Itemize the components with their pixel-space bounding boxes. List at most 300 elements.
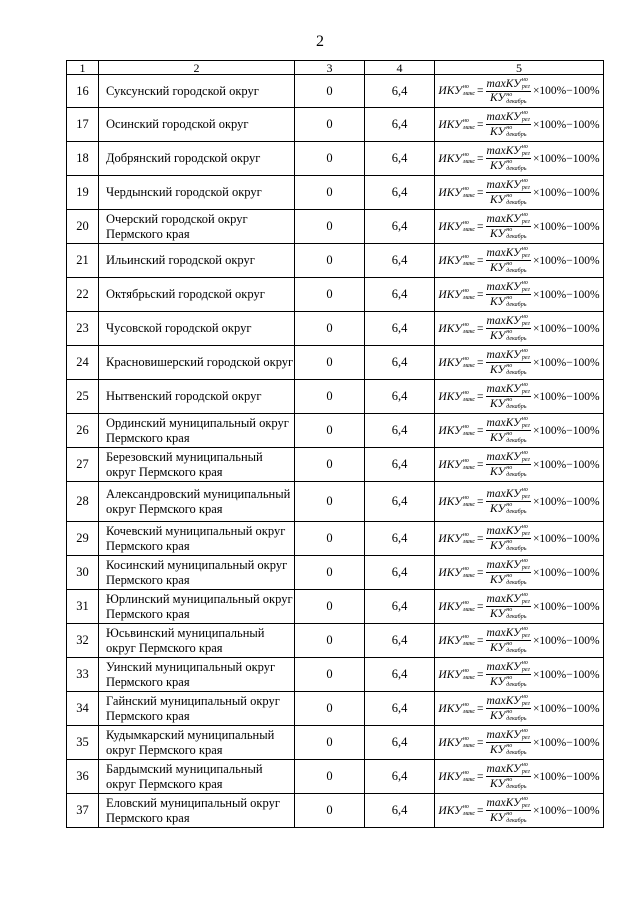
formula-tail: ×100%−100% [532, 322, 600, 335]
formula-lhs-text: ИКУ [438, 186, 462, 199]
formula-den-sub: декабрь [506, 98, 527, 105]
formula-lhs-sub: макс [462, 396, 476, 403]
formula-num-indices [522, 280, 530, 294]
formula-num-sup: но [521, 348, 528, 354]
municipality-name: Косинский муниципальный округ Пермского края [99, 556, 295, 590]
formula-denominator [490, 363, 526, 377]
formula-den-sub: декабрь [506, 682, 527, 688]
formula-den-text: КУ [490, 502, 506, 515]
formula-lhs-sub: макс [462, 810, 476, 817]
formula-lhs-text: ИКУ [438, 356, 462, 369]
formula-den-sup: но [506, 125, 513, 131]
formula [435, 795, 603, 827]
formula-denominator [490, 539, 526, 553]
formula-tail: ×100%−100% [532, 702, 600, 715]
row-number: 36 [67, 760, 99, 794]
value-col-3: 0 [295, 692, 365, 726]
formula-lhs-indices [463, 322, 475, 336]
formula-num-text: maxКУ [486, 627, 521, 639]
formula-equals: = [477, 118, 484, 131]
formula-num-sup: но [521, 416, 528, 422]
formula-lhs-sub: макс [462, 640, 476, 647]
formula-fraction [486, 110, 531, 139]
formula-num-sup: но [521, 487, 528, 493]
value-col-4: 6,4 [365, 312, 435, 346]
value-col-4: 6,4 [365, 210, 435, 244]
formula-equals: = [477, 770, 484, 783]
row-number: 26 [67, 414, 99, 448]
value-col-3: 0 [295, 312, 365, 346]
formula-den-text: КУ [490, 811, 506, 824]
formula-cell [435, 142, 604, 176]
table-row [67, 244, 604, 278]
formula-lhs-sup: но [462, 701, 469, 708]
formula-num-indices [522, 77, 530, 91]
formula-lhs-indices [463, 424, 475, 438]
formula-den-indices [506, 125, 526, 139]
value-col-3: 0 [295, 414, 365, 448]
formula-equals: = [477, 322, 484, 335]
formula-equals: = [477, 702, 484, 715]
municipality-name: Ординский муниципальный округ Пермского края [99, 414, 295, 448]
formula-num-sup: но [521, 110, 528, 116]
formula-den-sub: декабрь [506, 614, 527, 620]
formula-cell [435, 556, 604, 590]
formula-den-indices [506, 261, 526, 275]
municipality-name: Суксунский городской округ [99, 75, 295, 108]
formula-lhs [438, 736, 475, 750]
formula-lhs-sub: макс [462, 464, 476, 471]
formula-den-indices [506, 193, 526, 207]
formula-fraction [486, 416, 531, 445]
formula-den-sup: но [506, 193, 513, 199]
formula-num-sub: рег [521, 667, 530, 673]
value-col-4: 6,4 [365, 590, 435, 624]
formula-den-indices [506, 465, 526, 479]
table-row [67, 75, 604, 108]
formula-lhs-sup: но [462, 253, 469, 260]
formula-num-sup: но [521, 524, 528, 530]
formula-num-sup: но [521, 660, 528, 666]
formula-numerator [486, 77, 531, 92]
value-col-4: 6,4 [365, 142, 435, 176]
formula [435, 279, 603, 311]
formula-denominator [490, 811, 526, 825]
formula-den-sup: но [506, 709, 513, 715]
formula-cell [435, 414, 604, 448]
value-col-4: 6,4 [365, 794, 435, 828]
formula-lhs-sub: макс [462, 328, 476, 335]
formula-lhs [438, 356, 475, 370]
formula-den-text: КУ [490, 227, 506, 240]
formula-lhs [438, 254, 475, 268]
row-number: 34 [67, 692, 99, 726]
value-col-3: 0 [295, 794, 365, 828]
formula-numerator [486, 762, 531, 777]
formula-fraction [486, 450, 531, 479]
formula-den-sub: декабрь [506, 166, 527, 172]
formula-lhs [438, 566, 475, 580]
formula [435, 76, 603, 107]
formula-fraction [486, 558, 531, 587]
formula-den-sub: декабрь [506, 818, 527, 824]
formula-lhs-text: ИКУ [438, 152, 462, 165]
value-col-4: 6,4 [365, 726, 435, 760]
formula-fraction [486, 348, 531, 377]
formula-den-sub: декабрь [506, 268, 527, 274]
formula-equals: = [477, 668, 484, 681]
formula-cell [435, 482, 604, 522]
formula-den-text: КУ [490, 431, 506, 444]
formula-den-text: КУ [490, 363, 506, 376]
formula-den-indices [506, 363, 526, 377]
municipality-name: Еловский муниципальный округ Пермского края [99, 794, 295, 828]
formula-tail: ×100%−100% [532, 118, 600, 131]
formula-lhs-sup: но [462, 219, 469, 226]
formula-lhs-indices [463, 495, 475, 509]
formula-num-sub: рег [521, 253, 530, 259]
formula-den-indices [506, 295, 526, 309]
formula-tail: ×100%−100% [532, 390, 600, 403]
formula-den-sub: декабрь [506, 509, 527, 515]
value-col-3: 0 [295, 726, 365, 760]
formula-num-sup: но [521, 796, 528, 802]
formula-cell [435, 760, 604, 794]
formula-lhs-sup: но [462, 735, 469, 742]
formula-denominator [490, 709, 526, 723]
row-number: 28 [67, 482, 99, 522]
formula-cell [435, 590, 604, 624]
formula-num-indices [522, 382, 530, 396]
table-row [67, 448, 604, 482]
formula-lhs-text: ИКУ [438, 634, 462, 647]
formula-lhs-indices [463, 186, 475, 200]
value-col-3: 0 [295, 624, 365, 658]
formula-den-text: КУ [490, 777, 506, 790]
formula-den-indices [506, 777, 526, 791]
formula-num-sup: но [521, 382, 528, 388]
formula [435, 523, 603, 555]
formula-num-indices [522, 660, 530, 674]
formula-fraction [486, 660, 531, 689]
formula-tail: ×100%−100% [532, 424, 600, 437]
formula [435, 177, 603, 209]
formula-den-sup: но [506, 431, 513, 437]
formula-fraction [486, 626, 531, 655]
value-col-3: 0 [295, 590, 365, 624]
formula-lhs-indices [463, 118, 475, 132]
formula-numerator [486, 660, 531, 675]
formula-numerator [486, 796, 531, 811]
formula-lhs-text: ИКУ [438, 390, 462, 403]
formula-lhs-indices [463, 84, 475, 98]
formula-lhs-sup: но [462, 321, 469, 328]
formula-cell [435, 108, 604, 142]
formula-lhs-indices [463, 220, 475, 234]
value-col-3: 0 [295, 278, 365, 312]
formula-numerator [486, 694, 531, 709]
table-row [67, 380, 604, 414]
formula-lhs-sup: но [462, 769, 469, 776]
formula-den-text: КУ [490, 709, 506, 722]
formula-lhs-sup: но [462, 803, 469, 810]
formula-lhs-sup: но [462, 185, 469, 192]
formula-den-text: КУ [490, 573, 506, 586]
formula-lhs-indices [463, 532, 475, 546]
formula-fraction [486, 592, 531, 621]
formula-equals: = [477, 85, 484, 97]
formula-den-text: КУ [490, 193, 506, 206]
formula-lhs-sub: макс [462, 294, 476, 301]
formula-fraction [486, 77, 531, 106]
municipality-name: Осинский городской округ [99, 108, 295, 142]
formula-den-text: КУ [490, 539, 506, 552]
value-col-4: 6,4 [365, 692, 435, 726]
value-col-3: 0 [295, 380, 365, 414]
formula-lhs-sub: макс [462, 158, 476, 165]
formula-lhs-text: ИКУ [438, 458, 462, 471]
formula-lhs-text: ИКУ [438, 288, 462, 301]
row-number: 30 [67, 556, 99, 590]
formula-den-text: КУ [490, 159, 506, 172]
formula-equals: = [477, 288, 484, 301]
formula-lhs-sup: но [462, 457, 469, 464]
formula-lhs-text: ИКУ [438, 118, 462, 131]
formula-denominator [490, 743, 526, 757]
formula-lhs [438, 532, 475, 546]
formula-numerator [486, 280, 531, 295]
value-col-3: 0 [295, 448, 365, 482]
formula-lhs-indices [463, 634, 475, 648]
row-number: 27 [67, 448, 99, 482]
value-col-3: 0 [295, 75, 365, 108]
table-row [67, 414, 604, 448]
formula-tail: ×100%−100% [532, 668, 600, 681]
formula-lhs-sub: макс [462, 708, 476, 715]
formula-cell [435, 794, 604, 828]
formula-numerator [486, 212, 531, 227]
table-row [67, 278, 604, 312]
formula-den-sub: декабрь [506, 716, 527, 722]
formula-den-sup: но [506, 675, 513, 681]
formula-lhs-sub: макс [462, 742, 476, 749]
formula-num-sub: рег [521, 565, 530, 571]
formula-fraction [486, 728, 531, 757]
formula-denominator [490, 502, 526, 516]
formula-num-text: maxКУ [486, 695, 521, 707]
formula-lhs-text: ИКУ [438, 322, 462, 335]
formula-num-sub: рег [521, 321, 530, 327]
table-row [67, 590, 604, 624]
formula-lhs [438, 390, 475, 404]
formula-cell [435, 448, 604, 482]
municipality-name: Очерский городской округ Пермского края [99, 210, 295, 244]
table-row [67, 108, 604, 142]
formula-den-sup: но [506, 539, 513, 545]
formula-num-sup: но [521, 558, 528, 564]
formula-num-indices [522, 487, 530, 501]
formula-lhs [438, 495, 475, 509]
formula-fraction [486, 314, 531, 343]
formula-num-sub: рег [521, 287, 530, 293]
formula-lhs-indices [463, 736, 475, 750]
formula-tail: ×100%−100% [532, 600, 600, 613]
formula [435, 313, 603, 345]
formula-num-sup: но [521, 592, 528, 598]
formula-cell [435, 692, 604, 726]
formula-den-sup: но [506, 261, 513, 267]
formula-tail: ×100%−100% [532, 152, 600, 165]
formula-num-indices [522, 558, 530, 572]
formula-fraction [486, 144, 531, 173]
formula-num-indices [522, 314, 530, 328]
formula-numerator [486, 487, 531, 502]
formula-equals: = [477, 634, 484, 647]
formula-cell [435, 176, 604, 210]
formula-lhs-sub: макс [462, 91, 476, 97]
formula-den-indices [506, 709, 526, 723]
row-number: 24 [67, 346, 99, 380]
formula-num-indices [522, 626, 530, 640]
municipality-name: Александровский муниципальный округ Пермского края [99, 482, 295, 522]
formula-numerator [486, 246, 531, 261]
formula-equals: = [477, 566, 484, 579]
formula-num-indices [522, 178, 530, 192]
formula-lhs [438, 458, 475, 472]
formula-denominator [490, 777, 526, 791]
formula-den-indices [506, 92, 526, 106]
formula-den-sub: декабрь [506, 200, 527, 206]
formula-fraction [486, 212, 531, 241]
formula-den-sub: декабрь [506, 234, 527, 240]
formula-lhs-sub: макс [462, 430, 476, 437]
formula-lhs-text: ИКУ [438, 254, 462, 267]
formula-num-sub: рег [521, 355, 530, 361]
formula-cell [435, 75, 604, 108]
formula-lhs-sup: но [462, 389, 469, 396]
formula-lhs-indices [463, 458, 475, 472]
formula-num-sub: рег [521, 151, 530, 157]
formula-num-sup: но [521, 762, 528, 768]
row-number: 35 [67, 726, 99, 760]
formula-tail: ×100%−100% [532, 566, 600, 579]
formula-num-sup: но [521, 212, 528, 218]
formula-num-indices [522, 212, 530, 226]
value-col-4: 6,4 [365, 176, 435, 210]
formula-num-sup: но [521, 144, 528, 150]
formula-num-indices [522, 762, 530, 776]
formula-num-sup: но [521, 246, 528, 252]
formula [435, 693, 603, 725]
formula-equals: = [477, 532, 484, 545]
formula-num-text: maxКУ [486, 525, 521, 537]
formula-equals: = [477, 220, 484, 233]
formula-cell [435, 624, 604, 658]
row-number: 17 [67, 108, 99, 142]
formula [435, 245, 603, 277]
table-row [67, 726, 604, 760]
formula-lhs [438, 668, 475, 682]
formula-num-text: maxКУ [486, 417, 521, 429]
formula-den-sub: декабрь [506, 648, 527, 654]
formula [435, 557, 603, 589]
formula-den-sup: но [506, 811, 513, 817]
formula-lhs-text: ИКУ [438, 85, 462, 97]
formula-equals: = [477, 458, 484, 471]
value-col-4: 6,4 [365, 414, 435, 448]
formula-denominator [490, 125, 526, 139]
row-number: 32 [67, 624, 99, 658]
formula-den-text: КУ [490, 675, 506, 688]
formula-num-indices [522, 110, 530, 124]
formula-num-text: maxКУ [486, 315, 521, 327]
formula-lhs-sup: но [462, 355, 469, 362]
formula-fraction [486, 178, 531, 207]
formula-den-sub: декабрь [506, 302, 527, 308]
formula-num-text: maxКУ [486, 179, 521, 191]
formula [435, 659, 603, 691]
formula-den-sup: но [506, 502, 513, 508]
formula-lhs-indices [463, 702, 475, 716]
formula-lhs-sub: макс [462, 124, 476, 131]
row-number: 25 [67, 380, 99, 414]
table-row [67, 482, 604, 522]
formula-num-text: maxКУ [486, 111, 521, 123]
header-cell-5: 5 [435, 61, 604, 75]
formula-lhs [438, 118, 475, 132]
formula-num-sub: рег [521, 423, 530, 429]
formula-den-sub: декабрь [506, 132, 527, 138]
formula-num-text: maxКУ [486, 729, 521, 741]
formula-equals: = [477, 152, 484, 165]
municipality-name: Ильинский городской округ [99, 244, 295, 278]
formula-equals: = [477, 804, 484, 817]
formula-den-indices [506, 743, 526, 757]
formula-denominator [490, 397, 526, 411]
formula-num-sup: но [521, 728, 528, 734]
formula-lhs-indices [463, 600, 475, 614]
formula-den-text: КУ [490, 397, 506, 410]
value-col-3: 0 [295, 108, 365, 142]
value-col-4: 6,4 [365, 658, 435, 692]
table-row [67, 312, 604, 346]
formula-num-sub: рег [521, 389, 530, 395]
value-col-4: 6,4 [365, 624, 435, 658]
table-row [67, 176, 604, 210]
formula-lhs-sub: макс [462, 501, 476, 508]
formula-lhs-sub: макс [462, 606, 476, 613]
formula-lhs-sup: но [462, 84, 469, 90]
formula-numerator [486, 382, 531, 397]
formula-denominator [490, 465, 526, 479]
formula-fraction [486, 280, 531, 309]
formula-cell [435, 380, 604, 414]
formula-den-sup: но [506, 227, 513, 233]
municipality-name: Кочевский муниципальный округ Пермского края [99, 522, 295, 556]
formula-num-sub: рег [521, 701, 530, 707]
value-col-3: 0 [295, 760, 365, 794]
table-row [67, 556, 604, 590]
formula-num-indices [522, 348, 530, 362]
formula-equals: = [477, 600, 484, 613]
formula-lhs-text: ИКУ [438, 220, 462, 233]
formula [435, 591, 603, 623]
formula-den-sub: декабрь [506, 438, 527, 444]
formula-den-indices [506, 159, 526, 173]
formula-den-indices [506, 227, 526, 241]
municipality-name: Чусовской городской округ [99, 312, 295, 346]
formula-lhs-sub: макс [462, 192, 476, 199]
